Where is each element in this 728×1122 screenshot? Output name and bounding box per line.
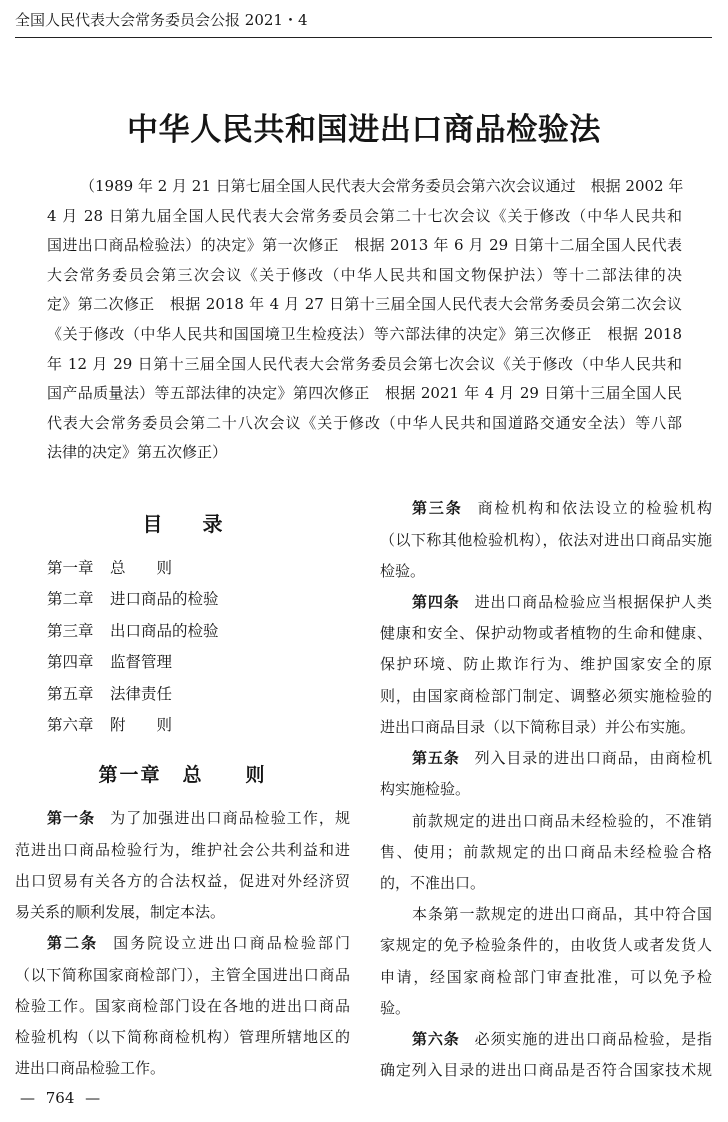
toc-chapter-number: 第一章 xyxy=(47,559,94,577)
article-line: 检验机构（以下简称商检机构）管理所辖地区的 xyxy=(15,1028,350,1047)
preamble-line: 大会常务委员会第三次会议《关于修改（中华人民共和国文物保护法）等十二部法律的决 xyxy=(47,265,682,284)
toc-chapter-title: 出口商品的检验 xyxy=(110,621,219,640)
article-line: 的，不准出口。 xyxy=(380,874,486,893)
article-line: 则，由国家商检部门制定、调整必须实施检验的 xyxy=(380,686,712,705)
preamble xyxy=(47,172,682,468)
article-line: 本条第一款规定的进出口商品，其中符合国 xyxy=(412,905,712,924)
article-line: 进出口商品检验工作。 xyxy=(15,1059,166,1078)
article-line: 出口贸易有关各方的合法权益，促进对外经济贸 xyxy=(15,871,350,890)
toc-heading: 目 录 xyxy=(142,512,223,536)
article-line xyxy=(380,493,712,524)
article-text: 商检机构和依法设立的检验机构 xyxy=(477,499,712,518)
toc-chapter-number: 第三章 xyxy=(47,621,94,640)
article-line: 验。 xyxy=(380,998,411,1017)
article-paragraph xyxy=(380,1024,712,1086)
body-paragraph xyxy=(380,899,712,1024)
header-rule xyxy=(15,37,712,38)
toc-item xyxy=(47,679,347,710)
toc-chapter-title: 监督管理 xyxy=(110,653,173,672)
toc-chapter-title: 附 则 xyxy=(110,716,173,735)
article-line xyxy=(380,743,712,774)
body-paragraph xyxy=(380,806,712,900)
article-text: 列入目录的进出口商品，由商检机 xyxy=(474,749,712,768)
article-paragraph xyxy=(380,587,712,743)
chapter-heading: 第一章 总 则 xyxy=(98,764,267,786)
toc-item xyxy=(47,553,347,584)
article-text: 进出口商品检验应当根据保护人类 xyxy=(474,593,712,612)
right-column-body xyxy=(380,493,712,1086)
toc-chapter-number: 第六章 xyxy=(47,716,94,735)
preamble-line: 年 12 月 29 日第十三届全国人民代表大会常务委员会第七次会议《关于修改（中华人民共和 xyxy=(47,354,683,373)
article-line: 检验。 xyxy=(380,561,426,580)
article-paragraph xyxy=(15,928,350,1084)
preamble-line: 《关于修改（中华人民共和国国境卫生检疫法）等六部法律的决定》第三次修正 根据 2018 xyxy=(47,324,682,343)
article-line: 确定列入目录的进出口商品是否符合国家技术规 xyxy=(380,1061,712,1080)
toc-item xyxy=(47,584,347,615)
running-head: 全国人民代表大会常务委员会公报 2021・4 xyxy=(15,11,308,29)
article-line: 构实施检验。 xyxy=(380,780,471,799)
article-line: （以下简称国家商检部门），主管全国进出口商品 xyxy=(15,965,350,984)
toc-chapter-number: 第二章 xyxy=(47,590,94,609)
article-line: 进出口商品目录（以下简称目录）并公布实施。 xyxy=(380,717,696,736)
toc-item xyxy=(47,647,347,678)
article-label: 第四条 xyxy=(412,593,460,612)
article-line: 保护环境、防止欺诈行为、维护国家安全的原 xyxy=(380,655,712,674)
page-number: — 764 — xyxy=(20,1089,101,1107)
article-line: 范进出口商品检验行为，维护社会公共利益和进 xyxy=(15,840,350,859)
article-label: 第二条 xyxy=(47,934,99,953)
article-paragraph xyxy=(380,743,712,805)
article-line: 检验工作。国家商检部门设在各地的进出口商品 xyxy=(15,996,350,1015)
article-line: 家规定的免予检验条件的，由收货人或者发货人 xyxy=(380,936,712,955)
article-label: 第六条 xyxy=(412,1030,460,1049)
preamble-line: 代表大会常务委员会第二十八次会议《关于修改（中华人民共和国道路交通安全法）等八部 xyxy=(47,413,682,432)
toc-chapter-title: 法律责任 xyxy=(110,684,173,703)
article-paragraph xyxy=(380,493,712,587)
toc-item xyxy=(47,710,347,741)
article-text: 必须实施的进出口商品检验，是指 xyxy=(474,1030,712,1049)
article-label: 第三条 xyxy=(412,499,463,518)
article-line: 易关系的顺利发展，制定本法。 xyxy=(15,903,226,922)
toc-chapter-title: 总 则 xyxy=(110,559,173,577)
article-label: 第一条 xyxy=(47,809,96,828)
toc-item xyxy=(47,616,347,647)
preamble-line: 法律的决定》第五次修正） xyxy=(47,443,228,462)
article-line xyxy=(15,928,350,959)
table-of-contents xyxy=(47,553,347,741)
article-text: 为了加强进出口商品检验工作，规 xyxy=(110,809,350,828)
article-line: 前款规定的进出口商品未经检验的，不准销 xyxy=(412,811,712,830)
toc-chapter-number: 第五章 xyxy=(47,684,94,703)
article-text: 国务院设立进出口商品检验部门 xyxy=(113,934,350,953)
article-line: （以下称其他检验机构），依法对进出口商品实施 xyxy=(380,530,712,549)
article-line xyxy=(15,803,350,834)
preamble-line: 4 月 28 日第九届全国人民代表大会常务委员会第二十七次会议《关于修改（中华人民共和 xyxy=(47,206,682,225)
article-line: 申请，经国家商检部门审查批准，可以免予检 xyxy=(380,967,712,986)
article-line xyxy=(380,587,712,618)
preamble-line: （1989 年 2 月 21 日第七届全国人民代表大会常务委员会第六次会议通过 根据 2002 年 xyxy=(80,177,684,195)
preamble-line: 国进出口商品检验法）的决定》第一次修正 根据 2013 年 6 月 29 日第十二届全国人民代表 xyxy=(47,236,682,255)
article-line: 健康和安全、保护动物或者植物的生命和健康、 xyxy=(380,624,712,643)
preamble-line: 定》第二次修正 根据 2018 年 4 月 27 日第十三届全国人民代表大会常务委员会第二次会议 xyxy=(47,295,682,314)
article-paragraph xyxy=(15,803,350,928)
article-line xyxy=(380,1024,712,1055)
article-line: 售、使用；前款规定的出口商品未经检验合格 xyxy=(380,842,712,861)
preamble-line: 国产品质量法）等五部法律的决定》第四次修正 根据 2021 年 4 月 29 日第十三届全国人民 xyxy=(47,384,682,403)
toc-chapter-number: 第四章 xyxy=(47,653,94,672)
article-label: 第五条 xyxy=(412,749,460,768)
left-column-body xyxy=(15,803,350,1084)
toc-chapter-title: 进口商品的检验 xyxy=(110,590,219,609)
document-title: 中华人民共和国进出口商品检验法 xyxy=(127,112,601,148)
